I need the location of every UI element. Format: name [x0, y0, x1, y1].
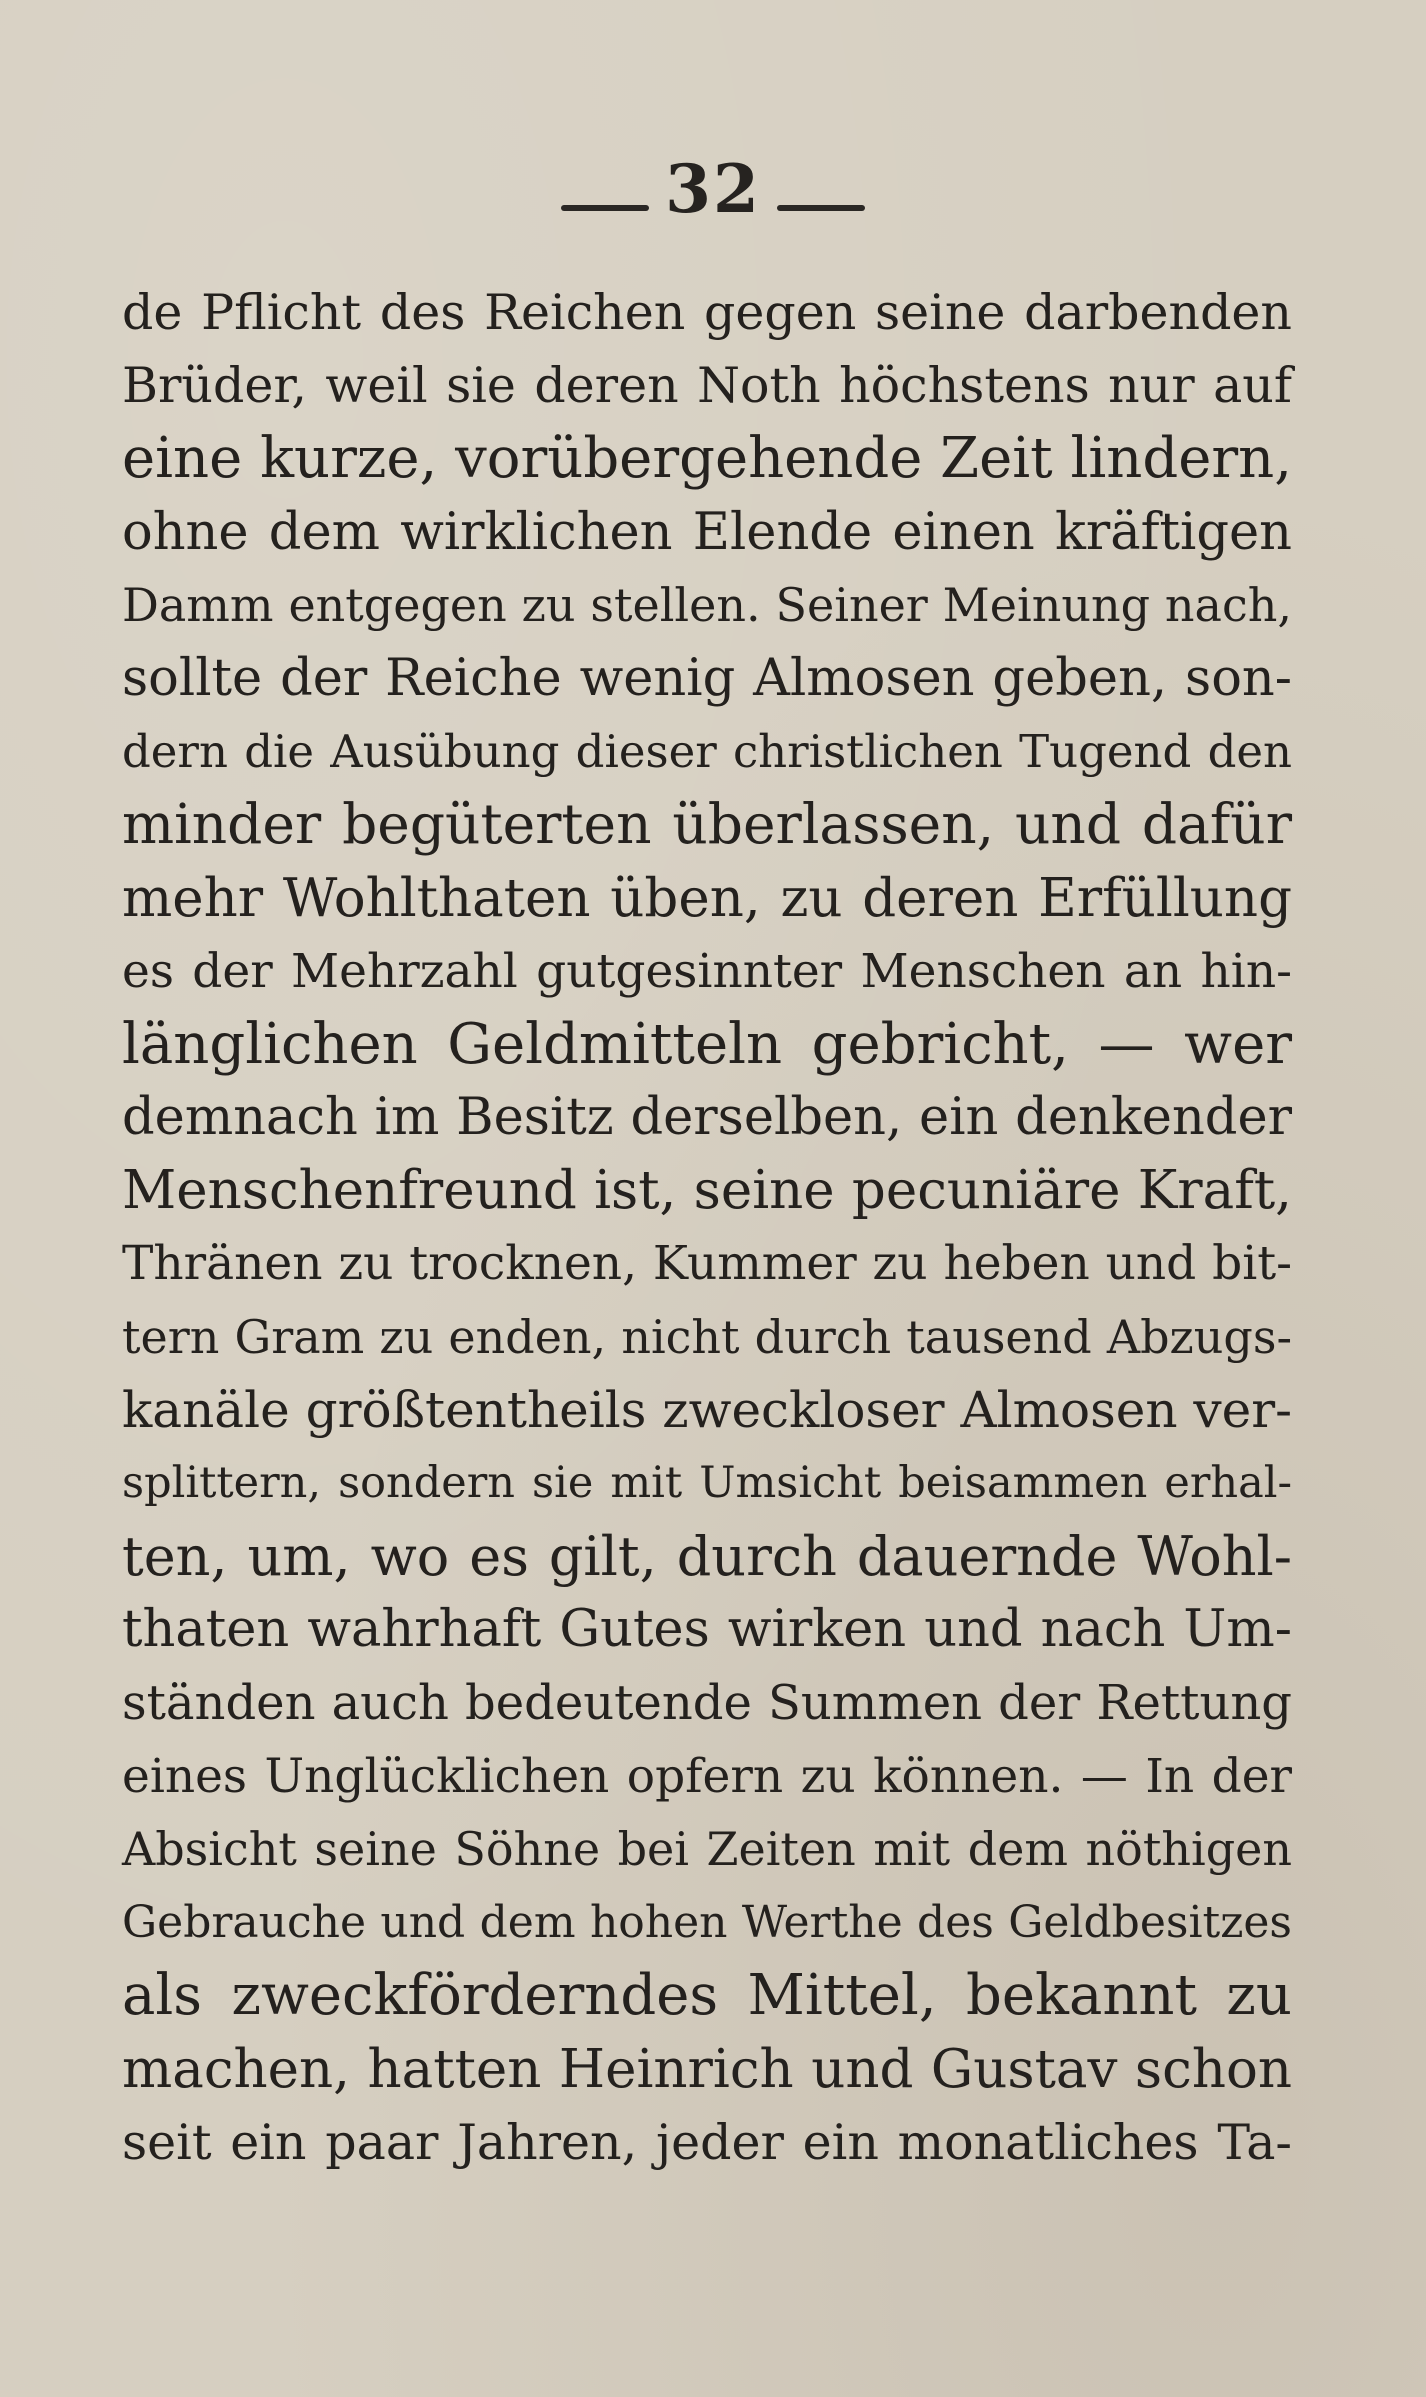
text-line: ständen auch bedeutende Summen der Rettung	[122, 1674, 1292, 1731]
header-ornament-left	[561, 205, 649, 211]
text-line: splittern, sondern sie mit Umsicht beisammen erhal-	[122, 1458, 1292, 1508]
text-line: seit ein paar Jahren, jeder ein monatliches Ta-	[122, 2113, 1292, 2171]
text-line: tern Gram zu enden, nicht durch tausend Abzugs-	[122, 1309, 1292, 1364]
text-line: Damm entgegen zu stellen. Seiner Meinung nach,	[122, 577, 1292, 632]
text-line: Absicht seine Söhne bei Zeiten mit dem nöthigen	[122, 1821, 1292, 1876]
text-line: länglichen Geldmitteln gebricht, — wer	[122, 1011, 1292, 1077]
text-line: de Pflicht des Reichen gegen seine darbenden	[122, 284, 1292, 341]
text-line: minder begüterten überlassen, und dafür	[122, 792, 1292, 857]
text-line: eine kurze, vorübergehende Zeit lindern,	[122, 426, 1292, 492]
text-line: als zweckförderndes Mittel, bekannt zu	[122, 1963, 1292, 2029]
text-line: mehr Wohlthaten üben, zu deren Erfüllung	[122, 867, 1292, 929]
text-line: Brüder, weil sie deren Noth höchstens nur auf	[122, 357, 1292, 415]
text-line: Menschenfreund ist, seine pecuniäre Kraft,	[122, 1160, 1292, 1222]
text-line: demnach im Besitz derselben, ein denkender	[122, 1088, 1292, 1148]
text-line: Thränen zu trocknen, Kummer zu heben und bit-	[122, 1236, 1292, 1292]
header-ornament-right	[777, 205, 865, 211]
text-line: eines Unglücklichen opfern zu können. — In der	[122, 1748, 1292, 1804]
page-number: 32	[665, 150, 761, 228]
text-line: Gebrauche und dem hohen Werthe des Geldbesitzes	[122, 1897, 1292, 1949]
text-line: kanäle größtentheils zweckloser Almosen ver-	[122, 1380, 1293, 1439]
text-line: thaten wahrhaft Gutes wirken und nach Um-	[122, 1600, 1292, 1660]
text-line: sollte der Reiche wenig Almosen geben, son-	[122, 648, 1292, 708]
text-line: es der Mehrzahl gutgesinnter Menschen an hin-	[122, 943, 1292, 999]
text-line: ten, um, wo es gilt, durch dauernde Wohl-	[122, 1525, 1292, 1589]
body-text	[122, 276, 1292, 2179]
text-line: dern die Ausübung dieser christlichen Tugend den	[122, 725, 1292, 779]
page-header	[0, 150, 1426, 228]
text-line: machen, hatten Heinrich und Gustav schon	[122, 2038, 1292, 2100]
text-line: ohne dem wirklichen Elende einen kräftigen	[122, 502, 1292, 562]
